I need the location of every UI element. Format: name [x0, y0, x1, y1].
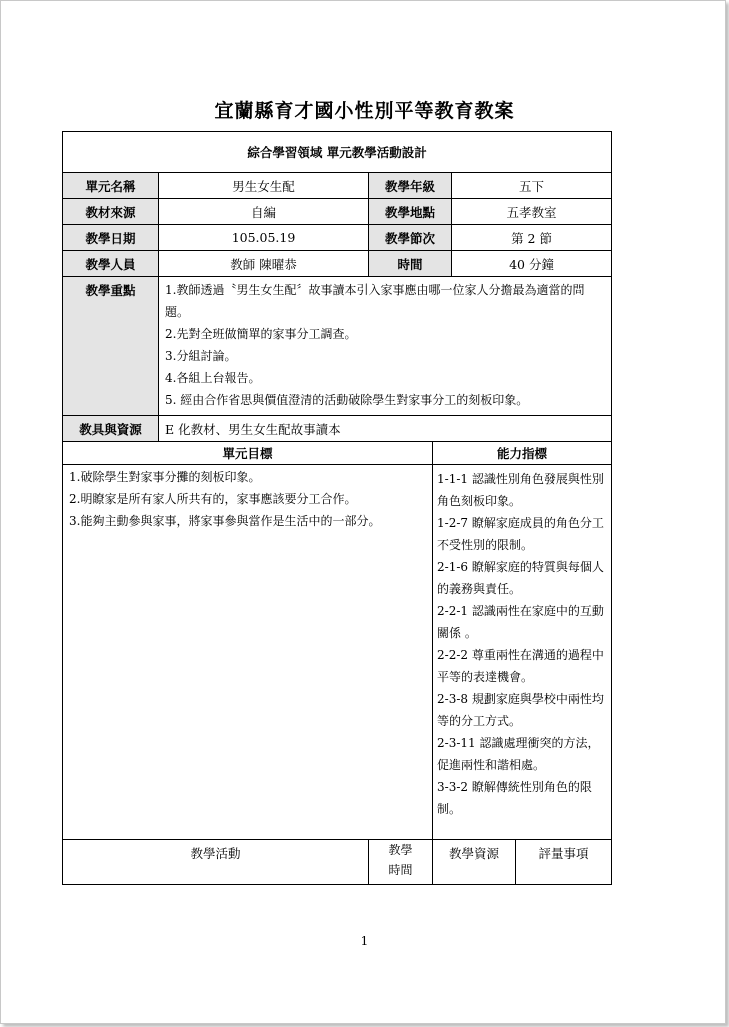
unit-name-value: 男生女生配 [159, 173, 369, 199]
focus-content [159, 277, 612, 416]
indicator-item: 2-1-6 瞭解家庭的特質與每個人的義務與責任。 [437, 560, 604, 596]
objectives-header: 單元目標 [63, 442, 433, 465]
objective-item: 3.能夠主動參與家事，將家事參與當作是生活中的一部分。 [69, 514, 381, 528]
focus-list [159, 277, 611, 415]
resources-value: E 化教材、男生女生配故事讀本 [159, 416, 612, 442]
assessment-header [516, 840, 612, 885]
teaching-time-header [369, 840, 433, 885]
resources-label: 教具與資源 [63, 416, 159, 442]
source-label: 教材來源 [63, 199, 159, 225]
indicator-item: 2-3-11 認識處理衝突的方法，促進兩性和諧相處。 [437, 736, 600, 772]
teaching-time-line1: 教學 [388, 843, 413, 857]
teaching-time-line2: 時間 [388, 863, 413, 877]
focus-item: 4.各組上台報告。 [165, 371, 261, 385]
date-value: 105.05.19 [159, 225, 369, 251]
period-label: 教學節次 [369, 225, 452, 251]
teaching-resources-label: 教學資源 [448, 846, 499, 861]
lesson-plan-table [62, 131, 612, 885]
location-label: 教學地點 [369, 199, 452, 225]
date-label: 教學日期 [63, 225, 159, 251]
indicator-item: 3-3-2 瞭解傳統性別角色的限制。 [437, 780, 592, 816]
period-value: 第 2 節 [452, 225, 612, 251]
focus-item: 1.教師透過〝男生女生配〞故事讀本引入家事應由哪一位家人分擔最為適當的問題。 [165, 283, 585, 319]
grade-value: 五下 [452, 173, 612, 199]
document-title: 宜蘭縣育才國小性別平等教育教案 [214, 100, 515, 122]
time-label: 時間 [369, 251, 452, 277]
indicators-list [433, 465, 611, 824]
activity-header [63, 840, 369, 885]
indicators-header: 能力指標 [433, 442, 612, 465]
time-value: 40 分鐘 [452, 251, 612, 277]
objective-item: 2.明瞭家是所有家人所共有的，家事應該要分工合作。 [69, 492, 357, 506]
focus-item: 3.分組討論。 [165, 349, 237, 363]
source-value: 自編 [159, 199, 369, 225]
indicator-item: 1-2-7 瞭解家庭成員的角色分工不受性別的限制。 [437, 516, 604, 552]
teacher-label: 教學人員 [63, 251, 159, 277]
section-title: 綜合學習領域 單元教學活動設計 [63, 132, 612, 173]
location-value: 五孝教室 [452, 199, 612, 225]
grade-label: 教學年級 [369, 173, 452, 199]
objective-item: 1.破除學生對家事分攤的刻板印象。 [69, 470, 261, 484]
activity-header-label: 教學活動 [190, 846, 241, 861]
assessment-label: 評量事項 [538, 846, 589, 861]
indicator-item: 2-3-8 規劃家庭與學校中兩性均等的分工方式。 [437, 692, 604, 728]
page-number: 1 [360, 934, 369, 948]
focus-item: 5. 經由合作省思與價值澄清的活動破除學生對家事分工的刻板印象。 [165, 393, 529, 407]
indicators-content [433, 465, 612, 840]
focus-label: 教學重點 [63, 277, 159, 416]
objectives-list [63, 465, 432, 536]
focus-item: 2.先對全班做簡單的家事分工調查。 [165, 327, 357, 341]
unit-name-label: 單元名稱 [63, 173, 159, 199]
indicator-item: 2-2-2 尊重兩性在溝通的過程中平等的表達機會。 [437, 648, 604, 684]
indicator-item: 1-1-1 認識性別角色發展與性別角色刻板印象。 [437, 472, 604, 508]
indicator-item: 2-2-1 認識兩性在家庭中的互動關係 。 [437, 604, 604, 640]
objectives-content [63, 465, 433, 840]
teaching-resources-header [433, 840, 516, 885]
teacher-value: 教師 陳曜恭 [159, 251, 369, 277]
